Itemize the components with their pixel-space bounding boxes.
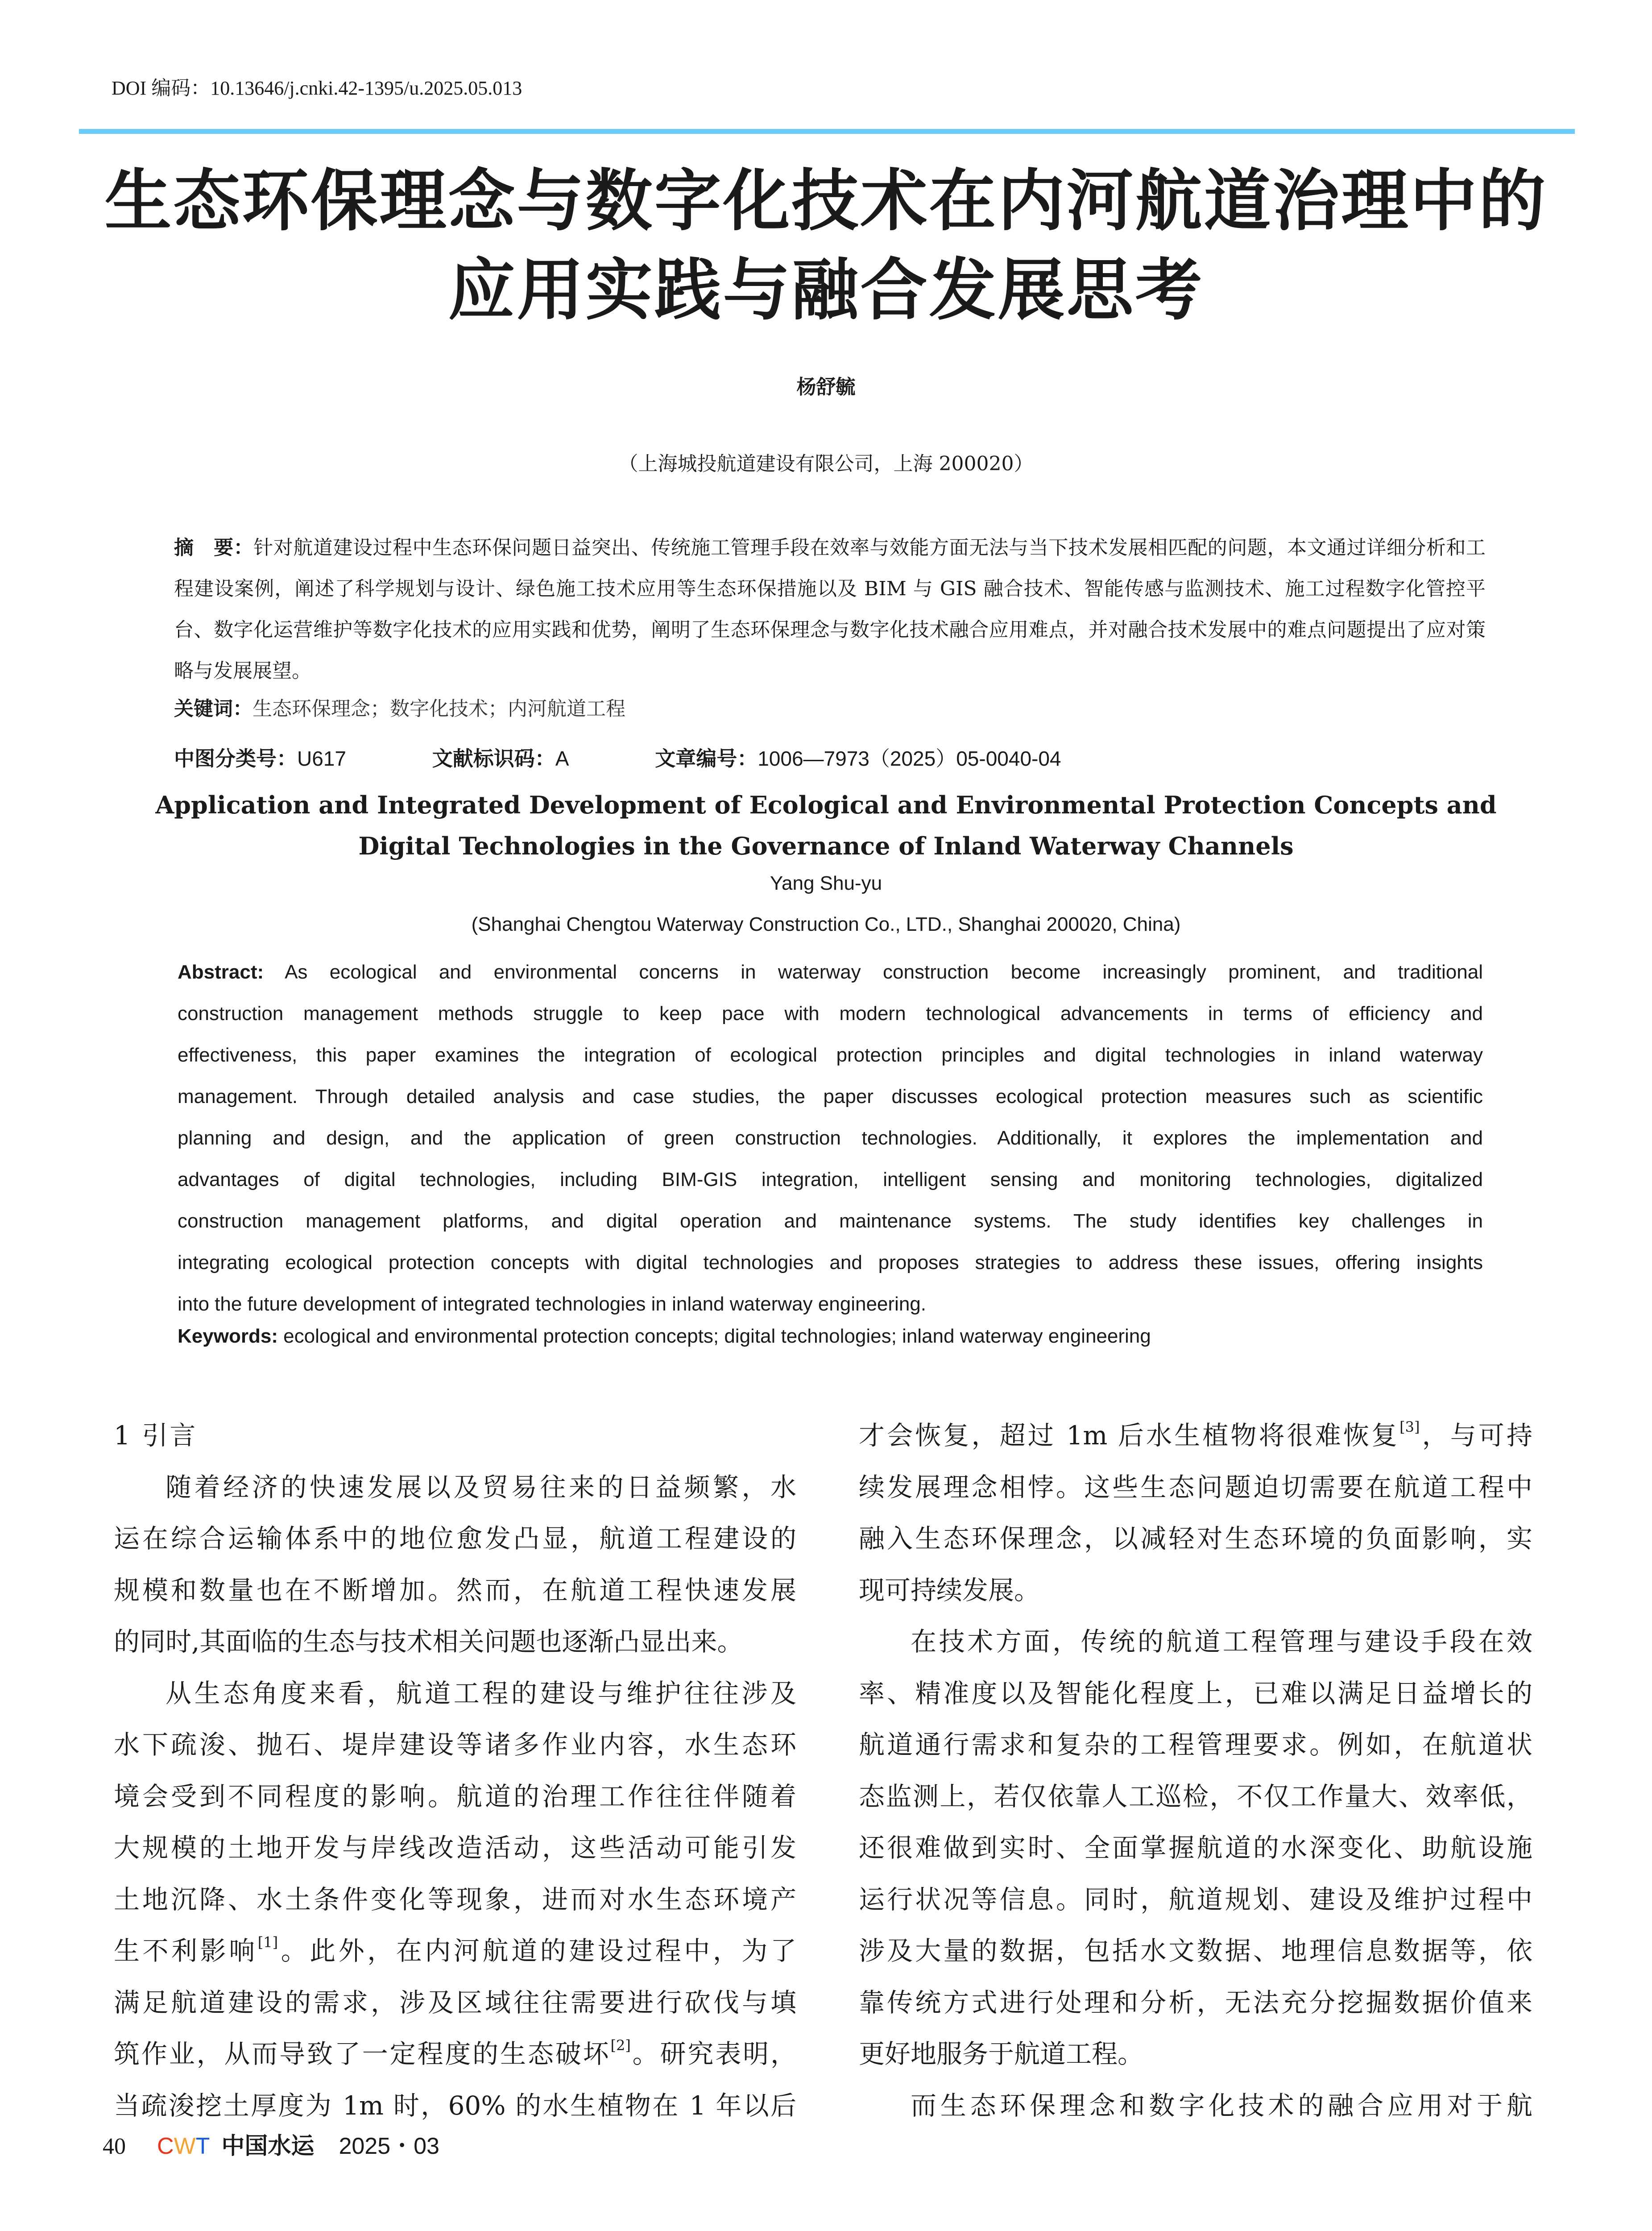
logo-letter: C <box>157 2133 174 2159</box>
body-text-line: 航道通行需求和复杂的工程管理要求。例如，在航道状 <box>859 1729 1532 1760</box>
abstract-zh-label: 摘 要： <box>174 537 254 559</box>
article-title-en <box>134 784 1518 867</box>
clc-number: 中图分类号：U617 <box>174 747 346 770</box>
abstract-en-line <box>178 1200 1483 1242</box>
classification-line <box>174 743 1061 774</box>
abstract-en-text: effectiveness, this paper examines the integration of ecological protection principles and digital technologies in inland waterway <box>178 1044 1483 1066</box>
affiliation-zh: （上海城投航道建设有限公司，上海 200020） <box>618 452 1034 475</box>
abstract-en-label: Abstract: <box>178 961 264 983</box>
body-text-line: 大规模的土地开发与岸线改造活动，这些活动可能引发 <box>114 1833 796 1863</box>
body-text-line: 生不利影响[1]。此外，在内河航道的建设过程中，为了 <box>114 1934 796 1966</box>
body-text-line: 随着经济的快速发展以及贸易往来的日益频繁，水 <box>166 1472 796 1502</box>
abstract-en-line <box>178 1283 1483 1325</box>
body-text-line: 运在综合运输体系中的地位愈发凸显，航道工程建设的 <box>114 1523 796 1554</box>
page-number: 40 <box>103 2134 126 2159</box>
abstract-en-text: advantages of digital technologies, including BIM-GIS integration, intelligent sensing and monitoring technologies, digitalized <box>178 1169 1483 1190</box>
page-footer <box>103 2131 439 2162</box>
body-text-line: 靠传统方式进行处理和分析，无法充分挖掘数据价值来 <box>859 1987 1532 2018</box>
body-text-line: 续发展理念相悖。这些生态问题迫切需要在航道工程中 <box>859 1472 1532 1502</box>
body-text-line: 当疏浚挖土厚度为 1m 时，60% 的水生植物在 1 年以后 <box>114 2090 796 2121</box>
body-text-line: 土地沉降、水土条件变化等现象，进而对水生态环境产 <box>114 1884 796 1915</box>
document-code: 文献标识码：A <box>432 747 569 770</box>
abstract-zh-text: 针对航道建设过程中生态环保问题日益突出、传统施工管理手段在效率与效能方面无法与当下技术发展相匹配的问题，本文通过详细分析和工程建设案例，阐述了科学规划与设计、绿色施工技术应用等生态环保措施以及 BIM 与 GIS 融合技术、智能传感与监测技术、施工过程数字化管控平台、数字化运营维护等数字化技术的应用实践和优势，阐明了生态环保理念与数字化技术融合应用难点，并对融合技术发展中的难点问题提出了应对策略与发展展望。 <box>174 536 1486 682</box>
body-text-line: 涉及大量的数据，包括水文数据、地理信息数据等，依 <box>859 1936 1532 1966</box>
body-text-line: 运行状况等信息。同时，航道规划、建设及维护过程中 <box>859 1884 1532 1915</box>
abstract-en-line <box>178 1242 1483 1283</box>
keywords-en-text: ecological and environmental protection concepts; digital technologies; inland waterway engineering <box>277 1325 1151 1347</box>
article-number: 文章编号：1006—7973（2025）05-0040-04 <box>655 747 1061 770</box>
cwt-logo <box>157 2133 210 2159</box>
body-text-line: 现可持续发展。 <box>859 1575 1040 1605</box>
abstract-en-line <box>178 1034 1483 1076</box>
abstract-en-line <box>178 993 1483 1034</box>
body-text-line: 率、精准度以及智能化程度上，已难以满足日益增长的 <box>859 1678 1532 1708</box>
body-text-line: 规模和数量也在不断增加。然而，在航道工程快速发展 <box>114 1575 796 1605</box>
issue-number: 2025・03 <box>339 2133 439 2159</box>
abstract-en-line <box>178 951 1483 993</box>
abstract-en-text: As ecological and environmental concerns in waterway construction become increasingly prominent, and traditional <box>264 961 1483 983</box>
abstract-en-text: construction management platforms, and digital operation and maintenance systems. The study identifies key challenges in <box>178 1210 1483 1232</box>
body-text-line: 筑作业，从而导致了一定程度的生态破坏[2]。研究表明， <box>114 2037 796 2069</box>
citation-ref[interactable]: [2] <box>610 2037 631 2054</box>
author-en: Yang Shu-yu <box>770 872 882 894</box>
logo-letter: W <box>174 2133 196 2159</box>
keywords-zh-text: 生态环保理念；数字化技术；内河航道工程 <box>253 697 625 720</box>
author-zh: 杨舒毓 <box>796 376 856 398</box>
body-text-line: 的同时,其面临的生态与技术相关问题也逐渐凸显出来。 <box>114 1626 743 1657</box>
abstract-en-line <box>178 1076 1483 1117</box>
body-text-line: 从生态角度来看，航道工程的建设与维护往往涉及 <box>166 1678 796 1708</box>
body-text-line: 境会受到不同程度的影响。航道的治理工作往往伴随着 <box>114 1781 796 1812</box>
body-text-line: 更好地服务于航道工程。 <box>859 2039 1144 2069</box>
title-en-line: Application and Integrated Development of Ecological and Environmental Protection Concepts and <box>155 791 1497 819</box>
doi-line: DOI 编码：10.13646/j.cnki.42-1395/u.2025.05.013 <box>112 77 522 99</box>
title-line: 应用实践与融合发展思考 <box>448 251 1204 329</box>
body-text-line: 态监测上，若仅依靠人工巡检，不仅工作量大、效率低， <box>859 1781 1532 1812</box>
keywords-en <box>178 1323 1151 1350</box>
abstract-en-line <box>178 1159 1483 1200</box>
keywords-zh-label: 关键词： <box>174 698 253 720</box>
abstract-zh <box>174 527 1486 692</box>
body-text-line: 在技术方面，传统的航道工程管理与建设手段在效 <box>911 1626 1532 1657</box>
abstract-en-line <box>178 1117 1483 1159</box>
body-text-line: 水下疏浚、抛石、堤岸建设等诸多作业内容，水生态环 <box>114 1729 796 1760</box>
body-text-line: 融入生态环保理念，以减轻对生态环境的负面影响，实 <box>859 1523 1532 1554</box>
header-rule <box>79 129 1575 134</box>
citation-ref[interactable]: [3] <box>1399 1418 1420 1435</box>
journal-name: 中国水运 <box>221 2132 315 2160</box>
body-column-left <box>114 1410 796 2131</box>
abstract-en-text: management. Through detailed analysis and case studies, the paper discusses ecological protection measures such as scientific <box>178 1086 1483 1107</box>
body-text-line: 满足航道建设的需求，涉及区域往往需要进行砍伐与填 <box>114 1987 796 2018</box>
article-title-zh <box>67 156 1585 335</box>
affiliation-en: (Shanghai Chengtou Waterway Construction Co., LTD., Shanghai 200020, China) <box>471 913 1181 935</box>
body-text-line: 才会恢复，超过 1m 后水生植物将很难恢复[3]，与可持 <box>859 1418 1532 1451</box>
keywords-en-label: Keywords: <box>178 1325 278 1347</box>
logo-letter: T <box>195 2133 210 2159</box>
citation-ref[interactable]: [1] <box>257 1934 278 1951</box>
abstract-en-text: construction management methods struggle to keep pace with modern technological advancements in terms of efficiency and <box>178 1003 1483 1024</box>
section-heading: 1 引言 <box>114 1420 198 1451</box>
body-text-line: 还很难做到实时、全面掌握航道的水深变化、助航设施 <box>859 1833 1532 1863</box>
body-text-line: 而生态环保理念和数字化技术的融合应用对于航 <box>911 2090 1532 2121</box>
body-column-right <box>859 1410 1532 2131</box>
keywords-zh <box>174 693 1486 725</box>
abstract-en-text: integrating ecological protection concepts with digital technologies and proposes strategies to address these issues, offering insights <box>178 1252 1483 1273</box>
title-en-line: Digital Technologies in the Governance of Inland Waterway Channels <box>358 832 1294 860</box>
abstract-en-text: into the future development of integrated technologies in inland waterway engineering. <box>178 1293 926 1315</box>
title-line: 生态环保理念与数字化技术在内河航道治理中的 <box>104 162 1548 240</box>
abstract-en-text: planning and design, and the application of green construction technologies. Additionally, it explores the implementation and <box>178 1127 1483 1149</box>
abstract-en <box>178 951 1483 1325</box>
